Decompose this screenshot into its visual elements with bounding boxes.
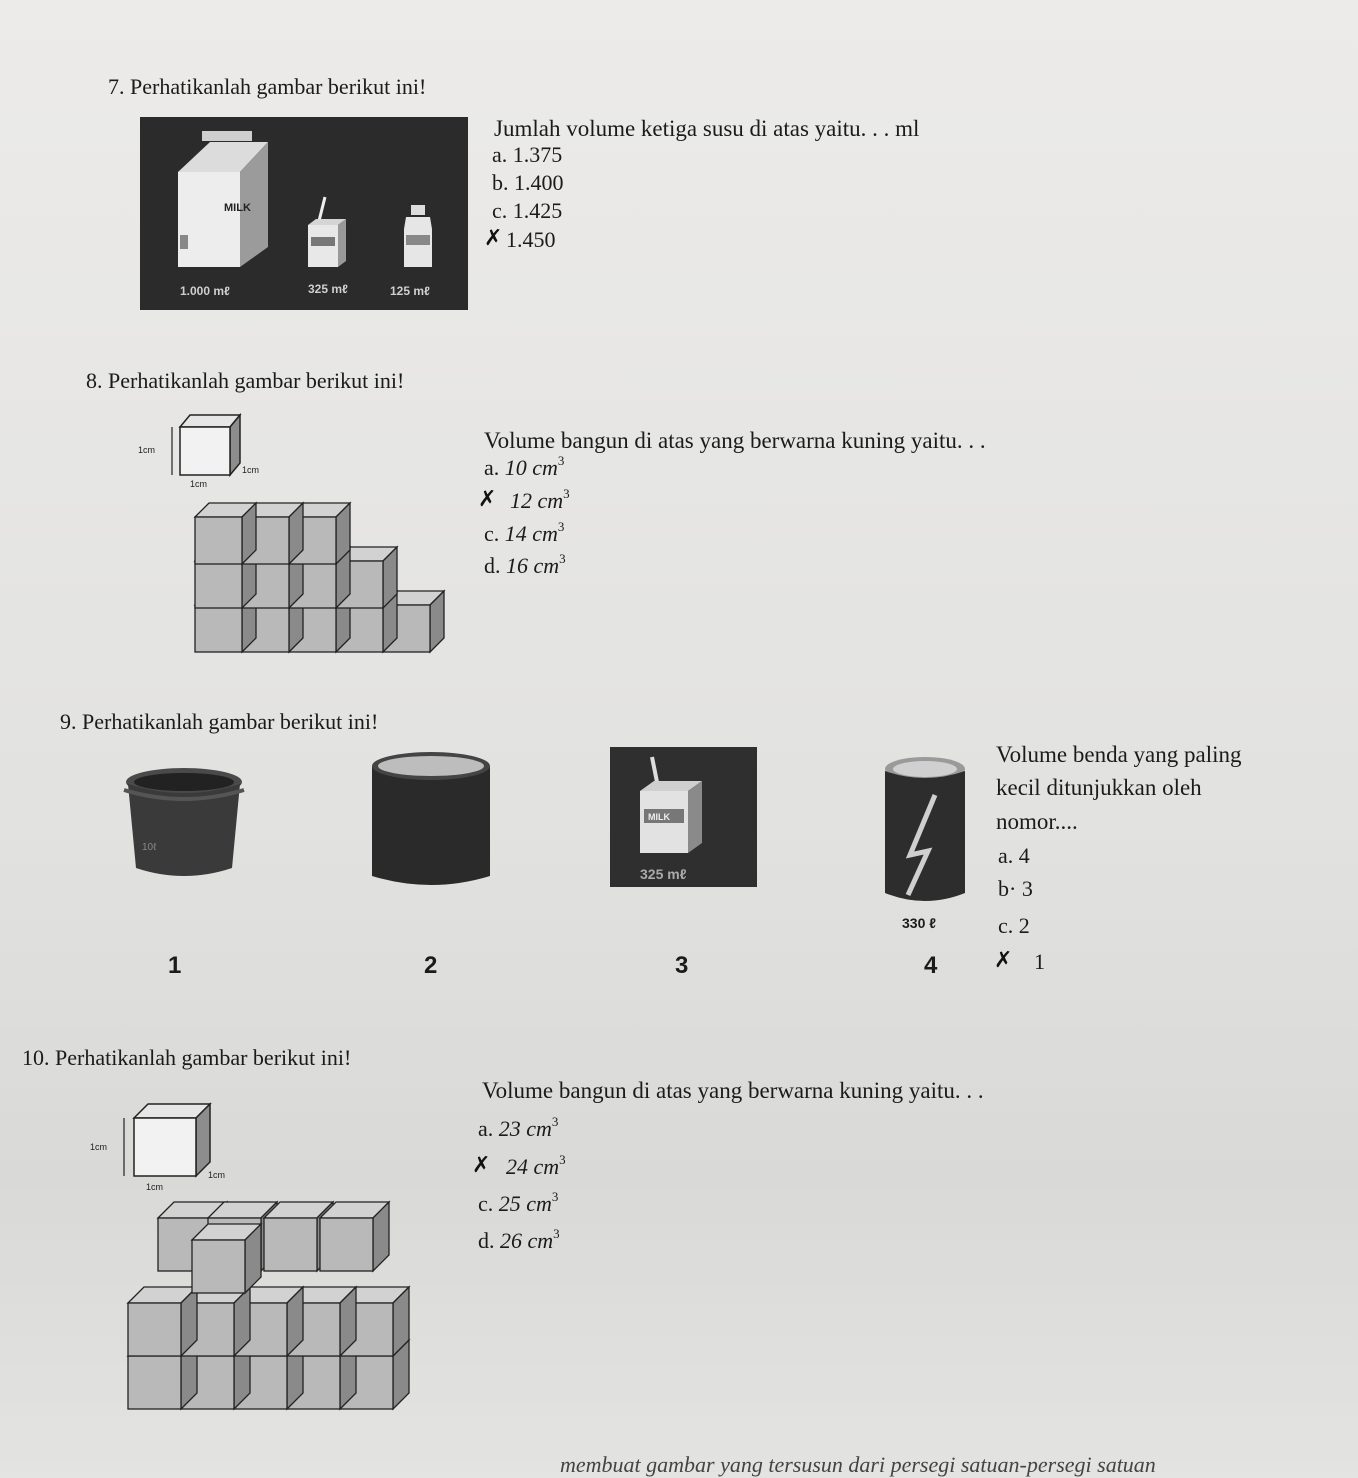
q7-title: 7. Perhatikanlah gambar berikut ini! [108,74,427,99]
q9-item-number-4: 4 [924,952,938,979]
q10-option-a [478,1116,558,1142]
q7-option-a: a. 1.375 [492,142,563,167]
q10-option-a-exp: 3 [551,1114,559,1129]
q8-option-a-exp: 3 [557,453,565,468]
q10-option-b-value: 24 cm [506,1154,560,1179]
q9-box-label: 325 mℓ [640,866,687,882]
q7-milk-image [140,117,468,310]
q9-cross-mark-icon: ✗ [994,948,1013,973]
q9-title: 9. Perhatikanlah gambar berikut ini! [60,709,379,734]
q10-option-a-value: 23 cm [498,1116,552,1141]
q8-title: 8. Perhatikanlah gambar berikut ini! [86,368,405,393]
q9-bucket-image [122,760,247,885]
q9-item-number-2: 2 [424,952,438,979]
q10-option-b-exp: 3 [559,1152,566,1167]
q9-can-label: 330 ℓ [902,915,937,931]
q8-cube [195,503,256,564]
q9-option-a: a. 4 [998,843,1030,868]
q8-cube-stack [195,503,444,652]
q7-cross-mark-icon: ✗ [484,226,503,251]
q9-cylinder-image [366,748,496,893]
q10-question: Volume bangun di atas yang berwarna kuning yaitu. . . [482,1078,984,1103]
q8-option-c [484,521,564,547]
q8-unit-label-width: 1cm [190,479,208,489]
q10-option-d-prefix: d. [478,1228,495,1253]
q8-option-a-value: 10 cm [504,455,558,480]
q8-cross-mark-icon: ✗ [478,487,497,512]
q10-option-c-prefix: c. [478,1191,494,1216]
q10-cube-stack [128,1202,409,1409]
q9-question-line-2: kecil ditunjukkan oleh [996,775,1202,800]
q8-option-d-prefix: d. [484,553,501,578]
q8-option-b [510,488,570,514]
q8-option-d [484,553,566,579]
q9-option-d: 1 [1034,949,1045,974]
q7-milk-word: MILK [224,202,251,214]
q7-option-d: 1.450 [506,227,556,252]
q7-question: Jumlah volume ketiga susu di atas yaitu. . . ml [494,116,920,141]
q10-unit-label-width: 1cm [146,1182,164,1192]
q10-title: 10. Perhatikanlah gambar berikut ini! [22,1045,352,1070]
q9-item-number-3: 3 [675,952,689,979]
q7-label-125: 125 mℓ [390,284,430,298]
q10-option-d [478,1228,560,1254]
q10-unit-label-height: 1cm [90,1142,108,1152]
q10-option-b [506,1154,566,1180]
q8-figure [130,405,470,660]
q9-option-b: b· 3 [998,876,1033,901]
q10-option-d-value: 26 cm [500,1228,554,1253]
q8-option-b-value: 12 cm [510,488,564,513]
q8-unit-label-depth: 1cm [242,465,260,475]
q9-question-line-3: nomor.... [996,809,1078,834]
q8-option-b-exp: 3 [563,486,570,501]
q7-label-1000: 1.000 mℓ [180,284,230,298]
q10-figure [80,1098,460,1423]
q8-option-a [484,455,564,481]
q10-unit-label-depth: 1cm [208,1170,226,1180]
q8-option-d-value: 16 cm [506,553,560,578]
q9-can-image [880,755,970,915]
q7-option-b: b. 1.400 [492,170,564,195]
q9-milk-word: MILK [648,812,670,822]
q8-option-c-value: 14 cm [504,521,558,546]
q8-option-c-exp: 3 [557,519,565,534]
footer-cutoff-text: membuat gambar yang tersusun dari persegi satuan-persegi satuan [560,1452,1156,1477]
q9-item-number-1: 1 [168,952,182,979]
q7-label-325: 325 mℓ [308,282,348,296]
q9-question-line-1: Volume benda yang paling [996,742,1242,767]
q10-cross-mark-icon: ✗ [472,1153,491,1178]
q10-cube-top [192,1224,261,1293]
q10-option-a-prefix: a. [478,1116,494,1141]
q8-unit-label-height: 1cm [138,445,156,455]
q10-option-c [478,1191,558,1217]
q9-bucket-label: 10ℓ [142,842,157,853]
q8-unit-cube [138,415,259,489]
q7-option-c: c. 1.425 [492,198,563,223]
q8-question: Volume bangun di atas yang berwarna kuning yaitu. . . [484,428,986,453]
q10-option-c-exp: 3 [551,1189,559,1204]
q9-option-c: c. 2 [998,913,1030,938]
q10-option-c-value: 25 cm [498,1191,552,1216]
q10-unit-cube [90,1104,225,1192]
q10-cube-back [320,1202,389,1271]
q10-option-d-exp: 3 [553,1226,560,1241]
q8-option-c-prefix: c. [484,521,500,546]
q10-cube [128,1287,197,1356]
q8-option-a-prefix: a. [484,455,500,480]
q9-milkbox-image [610,747,757,887]
q8-option-d-exp: 3 [559,551,566,566]
